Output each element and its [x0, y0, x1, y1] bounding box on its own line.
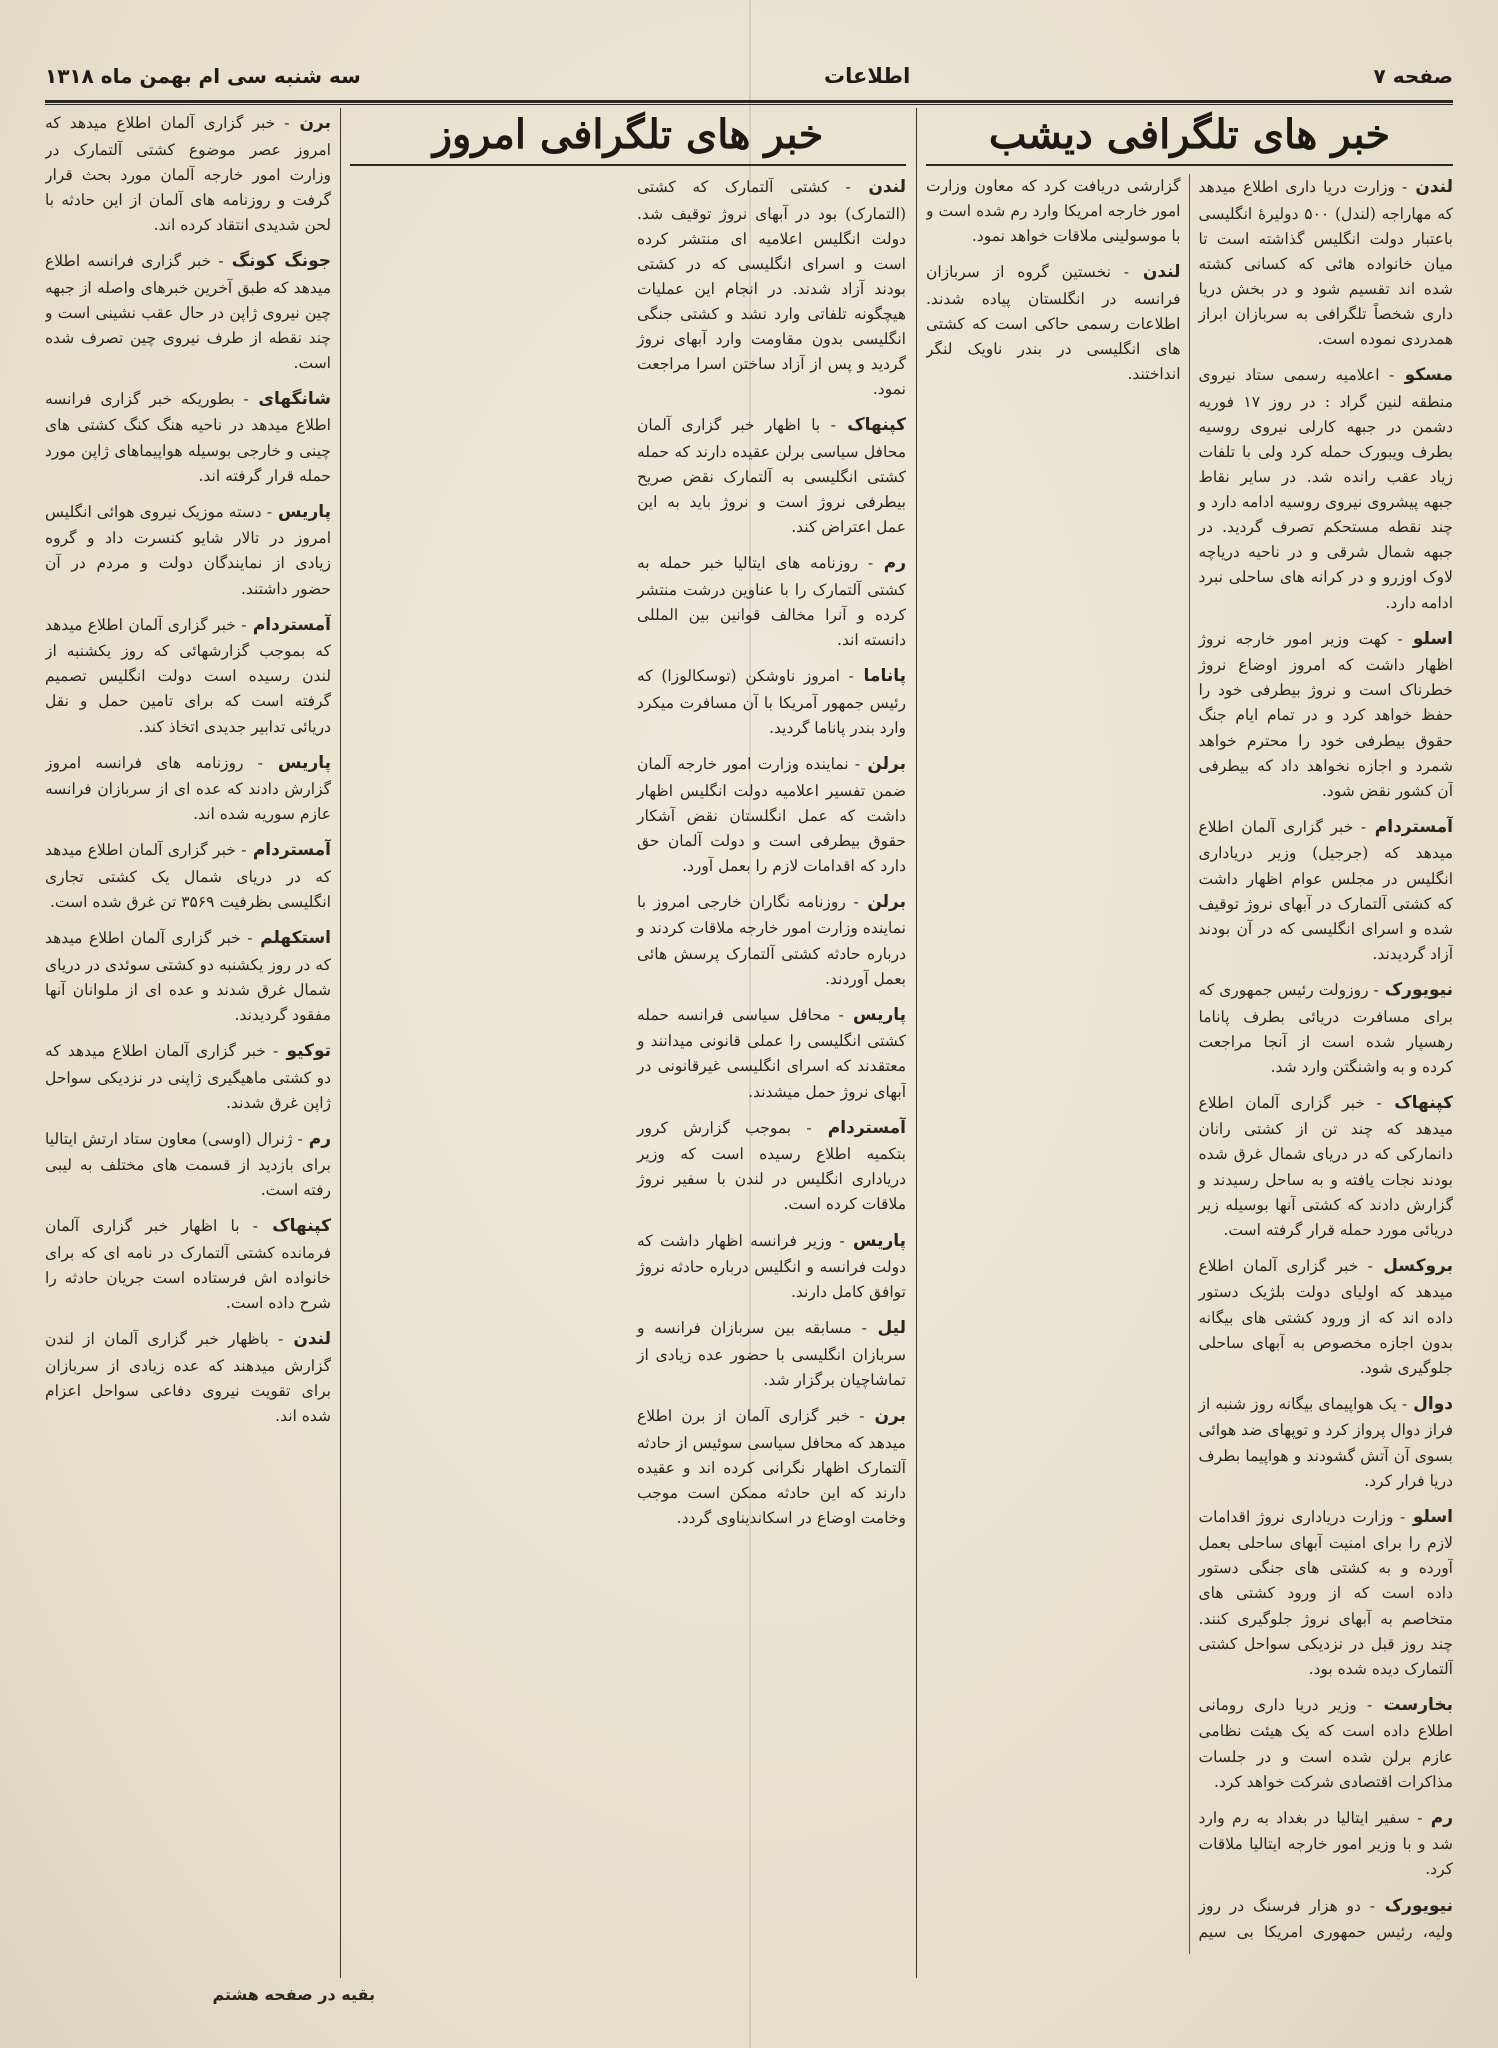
news-text: - وزارت دریا داری اطلاع میدهد که مهاراجه (لندل) ۵۰۰ دولیرۀ انگلیسی باعتبار دولت انگلیس گذاشته است تا میان خانواده هائی که کسانی کشته شده اند تقسیم شود و در بخش دریا داری شخصاً تلگرافی به سربازان ابراز همدردی نموده است. [1198, 178, 1453, 349]
news-dateline: مسکو [1394, 365, 1453, 386]
news-item [45, 386, 331, 489]
news-text: - نماینده وزارت امور خارجه آلمان ضمن تفسیر اعلامیه دولت انگلیس اظهار داشت که عمل انگلستان نقض آشکار حقوق بیطرفی است و دولت آلمان حق دارد که اقدامات لازم را بعمل آورد. [637, 754, 906, 875]
news-item [637, 889, 906, 992]
news-dateline: کپنهاک [1381, 1092, 1453, 1113]
stories-center [350, 174, 906, 1954]
news-dateline: برلن [860, 753, 906, 774]
news-dateline: آمستردام [811, 1117, 906, 1138]
news-text: - دسته موزیک نیروی هوائی انگلیس امروز در تالار شایو کنسرت داد و گروه زیادی از نمایندگان دولت و مردم در آن حضور داشتند. [45, 502, 331, 598]
news-text: - بموجب گزارش کرور بتکمیه اطلاع رسیده است که وزیر دریاداری انگلیس در لندن با سفیر نروژ ملاقات کرده است. [637, 1118, 906, 1214]
issue-date: سه شنبه سی ام بهمن ماه ۱۳۱۸ [45, 64, 361, 88]
header-rule-thin [45, 104, 1453, 105]
news-item [637, 412, 906, 540]
news-item [1199, 814, 1454, 967]
news-dateline: برلن [858, 891, 906, 912]
news-text: - کشتی آلتمارک که کشتی (التمارک) بود در آبهای نروژ توقیف شد. دولت انگلیس اعلامیه ای منتشر کرده است و اسرای انگلیسی که در کشتی بودند آزاد شدند. در انجام این عملیات هیچگونه تلفاتی وارد نشد و کشتی جنگی انگلیسی بدون مقاومت وارد آبهای نروژ گردید و پس از آزاد ساختن اسرا مراجعت نمود. [637, 178, 906, 399]
news-item [1199, 1391, 1454, 1494]
news-dateline: پاریس [271, 501, 331, 522]
news-dateline: کپنهاک [835, 415, 906, 436]
page-header [45, 58, 1453, 94]
news-text: - وزیر دریا داری رومانی اطلاع داده است که یک هیئت نظامی عازم برلن شده است و در جلسات مذاکرات اقتصادی شرکت خواهد کرد. [1198, 1695, 1453, 1791]
news-dateline: استکهلم [252, 928, 331, 949]
news-text: - اعلامیه رسمی ستاد نیروی منطقه لنین گراد : در روز ۱۷ فوریه دشمن در جبهه کارلی نیروی روسیه بطرف ویبورک حمله کرد ولی با تلفات زیاد عقب رانده شد. در سایر نقاط جبهه پیشروی نیروی روسیه ادامه دارد و چند نقطه مستحکم تصرف گردید. در جبهه شمال شرقی و در ناحیه دریاچه لاوک اوزرو و در کرانه های ساحلی نبرد ادامه دارد. [1198, 366, 1453, 612]
news-text: - خبر گزاری آلمان اطلاع میدهد که چند تن از کشتی رانان دانمارکی که در دریای شمال غرق شده بودند نجات یافته و به ساحل رسیدند و گزارش دادند که کشتی آنها بوسیله زیر دریائی مورد حمله قرار گرفته است. [1198, 1093, 1453, 1239]
news-item [637, 550, 906, 653]
header-rule [45, 100, 1453, 103]
news-dateline: دوال [1407, 1393, 1453, 1414]
news-item [637, 1315, 906, 1393]
news-item [45, 612, 331, 740]
news-text: - خبر گزاری آلمان از برن اطلاع میدهد که محافل سیاسی سوئیس از حادثه آلتمارک اظهار نگرانی کرده اند و عقیده دارند که این حادثه ممکن است موجب وخامت اوضاع در اسکاندیناوی گردد. [637, 1407, 906, 1527]
news-text: - محافل سیاسی فرانسه حمله کشتی انگلیسی را عملی قانونی میدانند و معتقدند که اسرای انگلیسی غیرقانونی در آبهای نروژ حمل میشدند. [637, 1005, 906, 1101]
news-dateline: رم [1422, 1807, 1453, 1828]
news-item [637, 751, 906, 879]
news-item [1199, 1090, 1454, 1243]
news-text: - وزارت دریاداری نروژ اقدامات لازم را برای امنیت آبهای ساحلی بعمل آورده و به کشتی های جنگی دستور داده است که از ورود کشتی های متخاصم به آبهای نروژ جلوگیری کنند. چند روز قبل در نزدیکی سواحل کشتی آلتمارک دیده شده بود. [1198, 1507, 1453, 1678]
news-text: - روزنامه های فرانسه امروز گزارش دادند که عده ای از سربازان فرانسه عازم سوریه شده اند. [45, 753, 331, 824]
news-item [637, 1002, 906, 1105]
news-dateline: اسلو [1405, 1506, 1453, 1527]
news-item [1199, 626, 1454, 804]
news-dateline: توکیو [278, 1040, 331, 1061]
news-dateline: لندن [283, 1329, 331, 1350]
news-text: - سفیر ایتالیا در بغداد به رم وارد شد و با وزیر امور خارجه ایتالیا ملاقات کرد. [1198, 1808, 1453, 1879]
news-dateline: نیویورک [1374, 1895, 1453, 1916]
news-dateline: بخارست [1372, 1694, 1453, 1715]
news-dateline: لندن [850, 177, 906, 197]
news-item [637, 1228, 906, 1306]
news-text: - خبر گزاری آلمان اطلاع میدهد که اولیای دولت بلژیک دستور داده اند که از ورود کشتی های بیگانه بدون اجازه مخصوص به آبهای ساحلی جلوگیری شود. [1198, 1256, 1453, 1377]
news-text: - دو هزار فرسنگ در روز ولیه، رئیس حمهوری امریکا بی سیم گزارشی دریافت کرد که معاون وزارت امور خارجه امریکا وارد رم شده است و با موسولینی ملاقات خواهد نمود. [926, 177, 1453, 1942]
news-text: - خبر گزاری فرانسه اطلاع میدهد که طبق آخرین خبرهای واصله از جبهه چین نیروی ژاپن در حال عقب نشینی است و چند نقطه از طرف نیروی چین تصرف شده است. [45, 251, 331, 372]
news-item [637, 1403, 906, 1531]
headline-rule-right [926, 164, 1453, 166]
news-item [637, 663, 906, 741]
news-text: - امروز ناوشکن (توسکالوزا) که رئیس جمهور آمریکا با آن مسافرت میکرد وارد بندر پاناما گردید. [637, 667, 906, 737]
headline-center: خبر های تلگرافی امروز [432, 111, 824, 158]
news-item [926, 259, 1181, 387]
news-dateline: جونگ کونگ [223, 250, 331, 271]
stories-right [926, 174, 1453, 1954]
news-item [45, 750, 331, 828]
news-dateline: اسلو [1402, 628, 1453, 649]
news-item [1199, 1805, 1454, 1883]
news-text: - روزولت رئیس جمهوری که برای مسافرت دریائی بطرف پاناما رهسپار شده است از آنجا مراجعت کرده و به واشنگتن وارد شد. [1198, 980, 1453, 1076]
continued-note: بقیه در صفحه هشتم [212, 1985, 375, 2004]
news-text: - کهت وزیر امور خارجه نروژ اظهار داشت که امروز اوضاع نروژ خطرناک است و نروژ بیطرفی خود را حفظ خواهد کرد و در تمام ایام جنگ حقوق بیطرفی خود را محترم خواهد شمرد و اجازه نخواهد داد که بیطرفی آن کشور نقض شود. [1198, 629, 1453, 800]
news-dateline: برن [289, 113, 331, 133]
news-item [1199, 1253, 1454, 1381]
news-text: - خبر گزاری آلمان اطلاع میدهد که بموجب گزارشهائی که روز یکشنبه از لندن رسیده است دولت انگلیس تصمیم گرفته است که برای تامین حمل و نقل دریائی تدابیر جدیدی اتخاذ کند. [45, 615, 331, 736]
news-text: - یک هواپیمای بیگانه روز شنبه از فراز دوال پرواز کرد و توپهای ضد هوائی بسوی آن آتش گشودند و هواپیما بطرف دریا فرار کرد. [1198, 1394, 1453, 1490]
news-text: - خبر گزاری آلمان اطلاع میدهد که (جرجیل) وزیر دریاداری انگلیس در مجلس عوام اظهار داشت که کشتی آلتمارک در آبهای نروژ توقیف شده و اسرای انگلیسی که در آن بودند آزاد گردیدند. [1198, 817, 1453, 963]
section-center [350, 110, 906, 1975]
headline-rule-center [350, 164, 906, 166]
news-dateline: شانگهای [248, 388, 331, 409]
news-item [1199, 362, 1454, 616]
news-text: - با اظهار خبر گزاری آلمان فرمانده کشتی آلتمارک در نامه ای که برای خانواده اش فرستاده است جریان حادثه را شرح داده است. [45, 1217, 331, 1313]
news-text: - ژنرال (اوسی) معاون ستاد ارتش ایتالیا برای بازدید از قسمت های مختلف به لیبی رفته است. [45, 1129, 331, 1200]
paper-name: اطلاعات [824, 64, 911, 88]
news-item [45, 499, 331, 602]
section-left [45, 110, 331, 1970]
section-right [926, 110, 1453, 1975]
news-text: - باظهار خبر گزاری آلمان از لندن گزارش میدهند که عده زیادی از سربازان برای تقویت نیروی دفاعی سواحل اعزام شده اند. [45, 1330, 331, 1426]
news-dateline: لندن [1129, 262, 1181, 283]
news-item [45, 1213, 331, 1316]
news-dateline: نیویورک [1378, 979, 1453, 1000]
news-text: - خبر گزاری آلمان اطلاع میدهد که در دریای شمال یک کشتی تجاری انگلیسی بظرفیت ۳۵۶۹ تن غرق شده است. [45, 841, 331, 912]
news-text: - روزنامه های ایتالیا خبر حمله به کشتی آلتمارک را با عناوین درشت منتشر کرده و آنرا مخالف قوانین بین المللی دانسته اند. [637, 554, 906, 650]
news-text: - روزنامه نگاران خارجی امروز با نماینده وزارت امور خارجه ملاقات کردند و درباره حادثه کشتی آلتمارک پرسش هائی بعمل آوردند. [637, 892, 906, 988]
news-text: - مسابقه بین سربازان فرانسه و سربازان انگلیسی با حضور عده زیادی از تماشاچیان برگزار شد. [637, 1319, 906, 1389]
news-item [45, 925, 331, 1028]
news-item [45, 1126, 331, 1204]
news-item [45, 110, 331, 238]
news-text: - خبر گزاری آلمان اطلاع میدهد که امروز عصر موضوع کشتی آلتمارک در وزارت امور خارجه آلمان مورد بحث قرار گرفت و روزنامه های آلمان از این حادثه با لحن شدیدی انتقاد کرده اند. [45, 114, 331, 234]
news-item [1199, 1504, 1454, 1682]
news-item [45, 248, 331, 376]
news-text: - خبر گزاری آلمان اطلاع میدهد که دو کشتی ماهیگیری ژاپنی در نزدیکی سواحل ژاپن غرق شدند. [45, 1041, 331, 1112]
news-dateline: پاریس [262, 752, 331, 773]
news-item [45, 1038, 331, 1116]
news-dateline: پاریس [844, 1230, 906, 1251]
news-item [1199, 977, 1454, 1080]
news-dateline: آمستردام [1366, 816, 1453, 837]
news-dateline: کپنهاک [258, 1216, 331, 1237]
news-dateline: برن [864, 1406, 906, 1427]
column-rule-left [340, 108, 341, 1978]
news-dateline: لیل [866, 1318, 906, 1339]
news-text: - وزیر فرانسه اظهار داشت که دولت فرانسه و انگلیس درباره حادثه نروژ توافق کامل دارند. [637, 1231, 906, 1302]
news-text: - خبر گزاری آلمان اطلاع میدهد که در روز یکشنبه دو کشتی سوئدی در دریای شمال غرق شدند و عده ای از ملوانان آنها مفقود گردیدند. [45, 929, 331, 1024]
news-dateline: پاریس [843, 1004, 906, 1025]
news-dateline: رم [873, 553, 906, 574]
news-dateline: لندن [1407, 177, 1453, 197]
news-item [1199, 1692, 1454, 1795]
news-dateline: بروکسل [1372, 1255, 1453, 1276]
headline-right: خبر های تلگرافی دیشب [988, 111, 1391, 158]
news-item [1199, 174, 1454, 352]
news-dateline: آمستردام [246, 614, 331, 635]
stories-left [45, 110, 331, 1429]
news-dateline: رم [302, 1128, 331, 1149]
column-rule-right [916, 108, 917, 1978]
news-item [45, 1326, 331, 1429]
news-text: - نخستین گروه از سربازان فرانسه در انگلستان پیاده شدند. اطلاعات رسمی حاکی است که کشتی های انگلیسی در بندر ناویک لنگر انداختند. [926, 263, 1181, 384]
news-text: - بطوریکه خبر گزاری فرانسه اطلاع میدهد در ناحیه هنگ کنگ کشتی های چینی و خارجی بوسیله هواپیماهای ژاپن مورد حمله قرار گرفته اند. [45, 389, 331, 485]
news-item [45, 837, 331, 915]
page-number: صفحه ۷ [1373, 64, 1453, 88]
news-item [637, 174, 906, 402]
news-text: - با اظهار خبر گزاری آلمان محافل سیاسی برلن عقیده دارند که حمله کشتی انگلیسی به آلتمارک نقض صریح بیطرفی نروژ است و نروژ باید به این عمل اعتراض کند. [637, 416, 906, 537]
news-dateline: آمستردام [246, 840, 331, 861]
news-dateline: پاناما [853, 666, 906, 687]
news-item [637, 1115, 906, 1218]
